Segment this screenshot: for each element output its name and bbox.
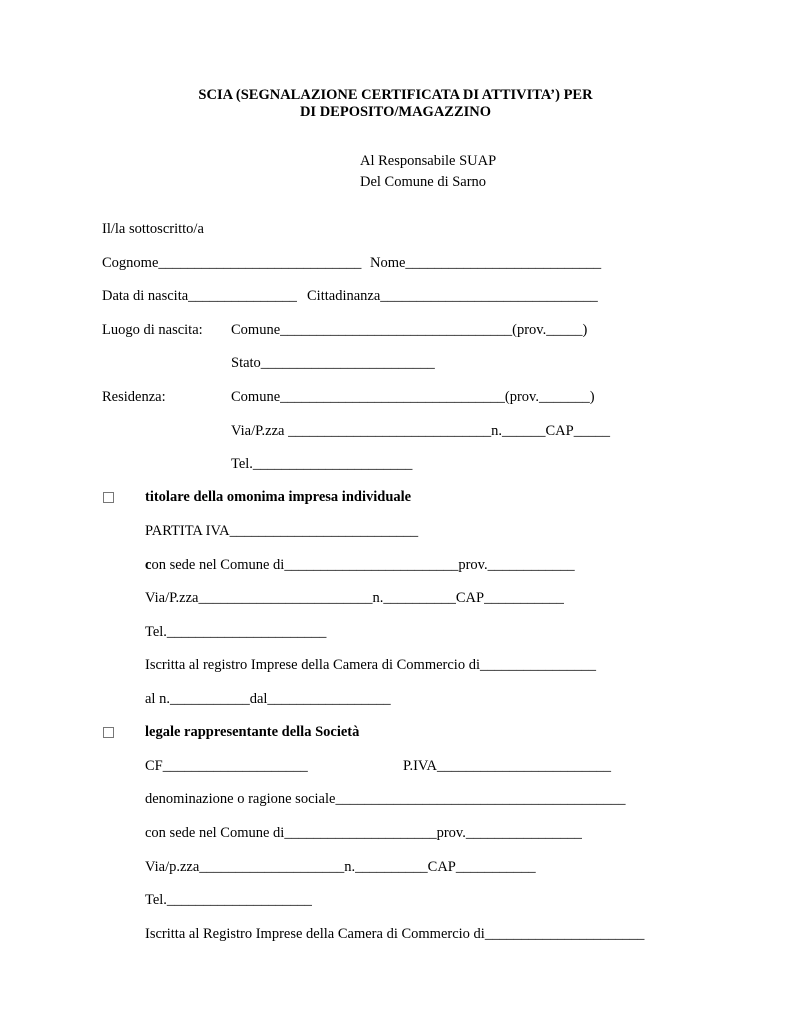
- legale-heading: legale rappresentante della Società: [145, 724, 360, 740]
- recipient-line-2: Del Comune di Sarno: [360, 174, 487, 190]
- impresa-al-n-field[interactable]: al n.___________dal_________________: [145, 691, 391, 707]
- title-line-2: DI DEPOSITO/MAGAZZINO: [299, 104, 492, 120]
- titolare-heading: titolare della omonima impresa individuale: [145, 489, 412, 505]
- luogo-comune-field[interactable]: Comune________________________________(prov._____): [231, 322, 588, 338]
- partita-iva-field[interactable]: PARTITA IVA__________________________: [145, 523, 419, 539]
- titolare-checkbox[interactable]: [103, 492, 114, 503]
- data-nascita-field[interactable]: Data di nascita_______________: [102, 288, 297, 304]
- societa-registro-field[interactable]: Iscritta al Registro Imprese della Camera di Commercio di______________________: [145, 926, 645, 942]
- legale-checkbox[interactable]: [103, 727, 114, 738]
- sede-initial: c: [145, 557, 152, 573]
- residenza-label: Residenza:: [102, 389, 166, 405]
- piva-field[interactable]: P.IVA________________________: [403, 758, 611, 774]
- luogo-stato-field[interactable]: Stato________________________: [231, 355, 435, 371]
- luogo-nascita-label: Luogo di nascita:: [102, 322, 203, 338]
- impresa-registro-field[interactable]: Iscritta al registro Imprese della Camera di Commercio di________________: [145, 657, 596, 673]
- impresa-via-field[interactable]: Via/P.zza________________________n.__________CAP___________: [145, 590, 564, 606]
- societa-via-field[interactable]: Via/p.zza____________________n.__________CAP___________: [145, 859, 536, 875]
- societa-tel-field[interactable]: Tel.____________________: [145, 892, 312, 908]
- cognome-field[interactable]: Cognome____________________________: [102, 255, 362, 271]
- societa-sede-field[interactable]: con sede nel Comune di_____________________prov.________________: [145, 825, 582, 841]
- cittadinanza-field[interactable]: Cittadinanza______________________________: [307, 288, 598, 304]
- nome-field[interactable]: Nome___________________________: [370, 255, 602, 271]
- residenza-via-field[interactable]: Via/P.zza ____________________________n.______CAP_____: [231, 423, 610, 439]
- residenza-comune-field[interactable]: Comune_______________________________(prov._______): [231, 389, 595, 405]
- title-line-1: SCIA (SEGNALAZIONE CERTIFICATA DI ATTIVITA’) PER: [198, 87, 593, 103]
- impresa-tel-field[interactable]: Tel.______________________: [145, 624, 327, 640]
- residenza-tel-field[interactable]: Tel.______________________: [231, 456, 413, 472]
- cf-field[interactable]: CF____________________: [145, 758, 308, 774]
- sede-rest: on sede nel Comune di________________________prov.____________: [151, 557, 575, 573]
- recipient-line-1: Al Responsabile SUAP: [360, 153, 497, 169]
- denominazione-field[interactable]: denominazione o ragione sociale________________________________________: [145, 791, 626, 807]
- sede-comune-field[interactable]: [145, 557, 575, 574]
- intro-text: Il/la sottoscritto/a: [102, 221, 204, 237]
